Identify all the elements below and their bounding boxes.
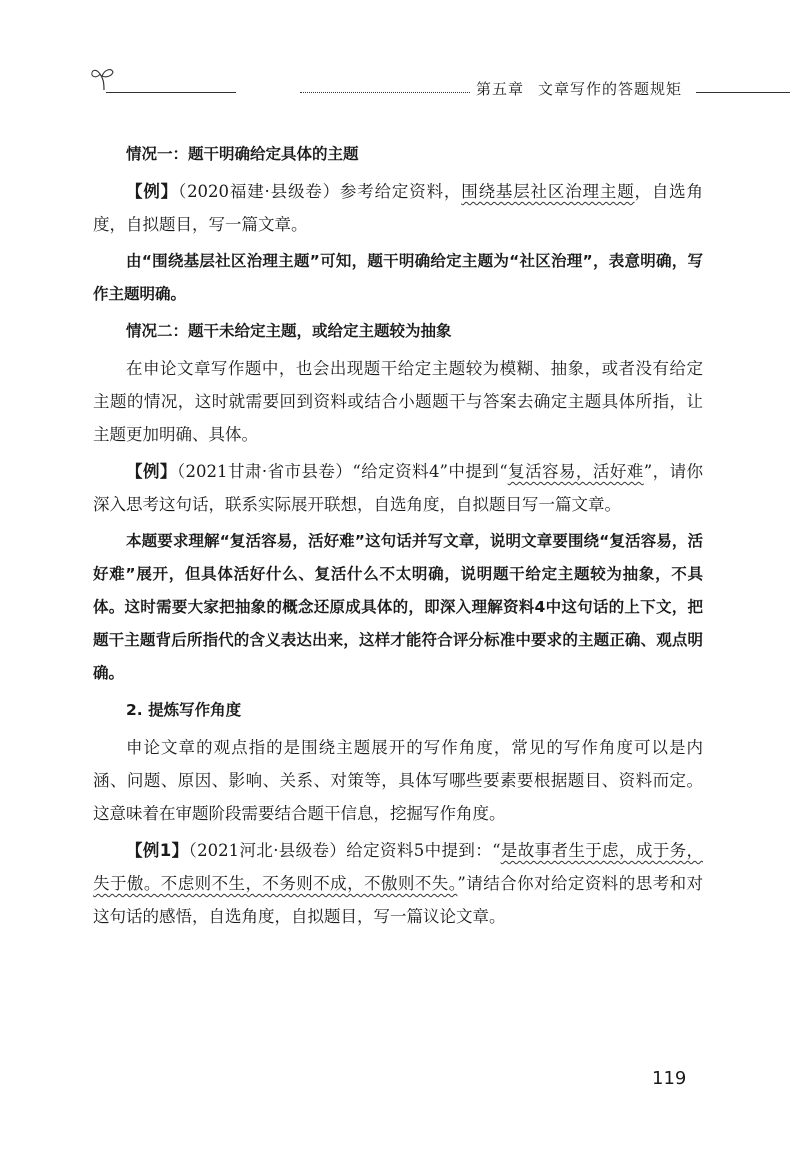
paragraph-2: 在申论文章写作题中，也会出现题干给定主题较为模糊、抽象，或者没有给定主题的情况，这时就需要回到资料或结合小题题干与答案去确定主题具体所指，让主题更加明确、具体。 (93, 359, 703, 444)
page-body (93, 138, 703, 933)
example-marker: 【例1】 (126, 841, 189, 860)
section-heading-3: 2. 提炼写作角度 (126, 701, 242, 719)
section-heading-1: 情况一：题干明确给定具体的主题 (126, 145, 359, 163)
example-rest: ，自选角度，自拟题目，写一篇文章。 (93, 182, 703, 234)
analysis-1: 由“围绕基层社区治理主题”可知，题干明确给定主题为“社区治理”，表意明确，写作主题明确。 (93, 252, 703, 303)
sprout-icon (90, 64, 120, 94)
running-header (90, 62, 790, 102)
section-heading-2: 情况二：题干未给定主题，或给定主题较为抽象 (126, 322, 452, 340)
example-source: （2020福建·县级卷）参考给定资料， (177, 182, 462, 201)
example-2 (93, 455, 703, 521)
example-1 (93, 175, 703, 241)
example-rest: ”请结合你对给定资料的思考和对这句话的感悟，自选角度，自拟题目，写一篇议论文章。 (93, 874, 704, 926)
header-rule-left (106, 92, 236, 93)
example-marker: 【例】 (126, 182, 178, 201)
page-number: 119 (652, 1068, 687, 1089)
example-source: （2021河北·县级卷）给定资料5中提到：“ (188, 841, 501, 860)
paragraph-3: 申论文章的观点指的是围绕主题展开的写作角度，常见的写作角度可以是内涵、问题、原因、影响、关系、对策等，具体写哪些要素要根据题目、资料而定。这意味着在审题阶段需要结合题干信息，挖掘写作角度。 (93, 738, 703, 823)
example-source: （2021甘肃·省市县卷）“给定资料4”中提到“ (176, 462, 508, 481)
chapter-label (476, 78, 696, 99)
header-rule-mid (300, 92, 470, 93)
analysis-2: 本题要求理解“复活容易，活好难”这句话并写文章，说明文章要围绕“复活容易，活好难”展开，但具体活好什么、复活什么不太明确，说明题干给定主题较为抽象，不具体。这时需要大家把抽象的概念还原成具体的，即深入理解资料4中这句话的上下文，把题干主题背后所指代的含义表达出来，这样才能符合评分标准中要求的主题正确、观点明确。 (93, 532, 703, 682)
chapter-number: 第五章 (476, 80, 525, 98)
wavy-underlined-text: 围绕基层社区治理主题 (461, 182, 635, 201)
example-3 (93, 834, 703, 933)
example-rest: ”，请你深入思考这句话，联系实际展开联想，自选角度，自拟题目写一篇文章。 (93, 462, 704, 514)
chapter-title: 文章写作的答题规矩 (538, 80, 683, 98)
wavy-underlined-text: 复活容易，活好难 (507, 462, 644, 481)
wavy-underlined-text: 是故事者生于虑，成于务，失于傲。不虑则不生，不务则不成，不傲则不失。 (93, 841, 704, 893)
example-marker: 【例】 (126, 462, 177, 481)
header-rule-right (696, 92, 790, 93)
